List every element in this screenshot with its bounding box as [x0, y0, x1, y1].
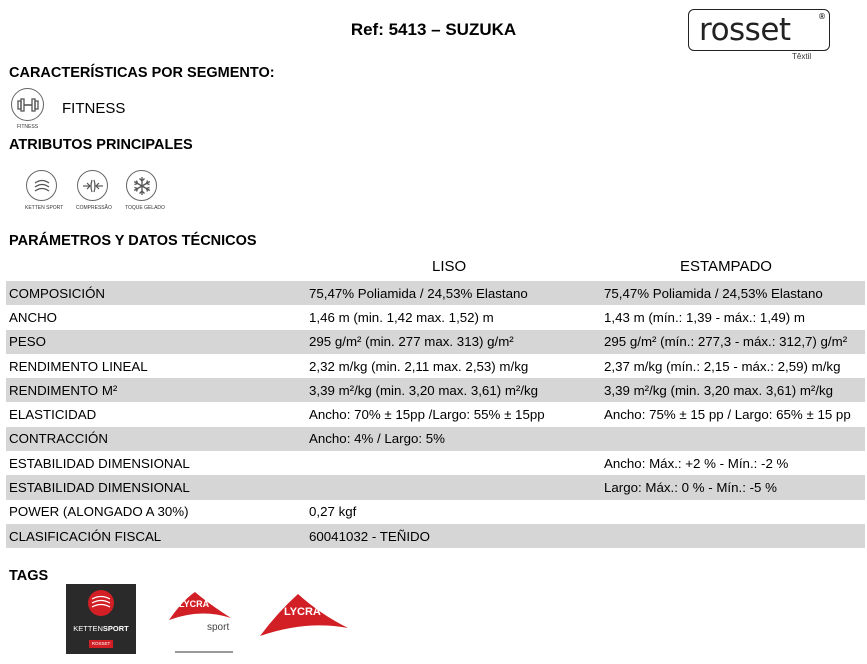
lycra-brand: LYCRA: [284, 606, 321, 618]
segment-fitness: [11, 88, 44, 130]
param-label: ANCHO: [9, 309, 58, 325]
table-row: [6, 305, 865, 329]
param-liso-value: [305, 451, 600, 475]
param-label: ELASTICIDAD: [9, 407, 97, 423]
param-liso-value: 60041032 - TEÑIDO: [305, 524, 600, 548]
param-liso-value: [305, 475, 600, 499]
attribute-toque-gelado: [125, 170, 165, 211]
attribute-compression: [76, 170, 110, 211]
param-label: PESO: [6, 330, 305, 354]
rosset-logo: [688, 9, 830, 51]
param-liso-value: 295 g/m² (min. 277 max. 313) g/m²: [305, 330, 600, 354]
attribute-caption: COMPRESSÃO: [76, 205, 112, 211]
table-row: [6, 354, 865, 378]
column-header-estampado: ESTAMPADO: [680, 258, 772, 275]
param-label: ESTABILIDAD DIMENSIONAL: [9, 455, 190, 471]
param-liso-value: Ancho: 4% / Largo: 5%: [305, 427, 600, 451]
param-liso-value: 0,27 kgf: [309, 504, 357, 520]
segment-caption: FITNESS: [16, 124, 39, 130]
ketten-sport-icon: [26, 170, 57, 201]
param-estampado-value: [600, 427, 865, 451]
logo-wordmark: rosset: [699, 12, 791, 48]
snowflake-icon: [126, 170, 157, 201]
kettensport-tag: [66, 584, 136, 654]
param-label: CLASIFICACIÓN FISCAL: [6, 524, 305, 548]
param-estampado-value: Ancho: 75% ± 15 pp / Largo: 65% ± 15 pp: [604, 407, 851, 423]
logo-subtitle: Têxtil: [792, 52, 812, 61]
param-estampado-value: 295 g/m² (mín.: 277,3 - máx.: 312,7) g/m²: [600, 330, 865, 354]
kettensport-foot: ROSSET: [89, 640, 113, 648]
param-estampado-value: 75,47% Poliamida / 24,53% Elastano: [600, 281, 865, 305]
param-label: RENDIMENTO M²: [6, 378, 305, 402]
segments-heading: CARACTERÍSTICAS POR SEGMENTO:: [9, 65, 275, 81]
column-header-liso: LISO: [432, 258, 467, 275]
attribute-caption: KETTEN SPORT: [25, 205, 64, 211]
param-liso-value: Ancho: 70% ± 15pp /Largo: 55% ± 15pp: [309, 407, 545, 423]
lycra-sport-brand: LYCRA: [179, 599, 210, 609]
param-estampado-value: Ancho: Máx.: +2 % - Mín.: -2 %: [604, 455, 789, 471]
kettensport-wordmark: KETTENSPORT: [73, 624, 129, 633]
attribute-ketten-sport: [25, 170, 64, 211]
param-label: CONTRACCIÓN: [6, 427, 305, 451]
param-estampado-value: 2,37 m/kg (mín.: 2,15 - máx.: 2,59) m/kg: [604, 358, 841, 374]
dumbbell-icon: [11, 88, 44, 121]
param-label: RENDIMENTO LINEAL: [9, 358, 148, 374]
param-liso-value: 2,32 m/kg (min. 2,11 max. 2,53) m/kg: [309, 358, 529, 374]
table-row: [6, 475, 865, 499]
table-row: [6, 451, 865, 475]
params-heading: PARÁMETROS Y DATOS TÉCNICOS: [9, 233, 257, 249]
params-table: [6, 281, 865, 548]
param-estampado-value: [600, 500, 865, 524]
lycra-sport-sub: sport: [207, 622, 230, 633]
kettensport-emblem-icon: [88, 590, 114, 616]
param-liso-value: 1,46 m (min. 1,42 max. 1,52) m: [309, 309, 494, 325]
logo-registered-mark: ®: [818, 12, 826, 21]
param-label: ESTABILIDAD DIMENSIONAL: [6, 475, 305, 499]
compression-icon: [77, 170, 108, 201]
param-estampado-value: 1,43 m (mín.: 1,39 - máx.: 1,49) m: [604, 309, 805, 325]
table-row: [6, 330, 865, 354]
param-label: POWER (ALONGADO A 30%): [9, 504, 189, 520]
tags-heading: TAGS: [9, 568, 49, 584]
table-row: [6, 427, 865, 451]
param-label: COMPOSICIÓN: [6, 281, 305, 305]
lycra-tag: [258, 590, 350, 638]
table-row: [6, 281, 865, 305]
param-estampado-value: [600, 524, 865, 548]
param-liso-value: 3,39 m²/kg (min. 3,20 max. 3,61) m²/kg: [305, 378, 600, 402]
param-liso-value: 75,47% Poliamida / 24,53% Elastano: [305, 281, 600, 305]
param-estampado-value: 3,39 m²/kg (min. 3,20 max. 3,61) m²/kg: [600, 378, 865, 402]
lycra-sport-tag: [161, 584, 235, 654]
segment-label: FITNESS: [62, 100, 126, 117]
table-row: [6, 500, 865, 524]
page-title: Ref: 5413 – SUZUKA: [350, 20, 517, 39]
table-row: [6, 524, 865, 548]
lycra-sport-triangle-icon: [161, 584, 235, 654]
table-row: [6, 402, 865, 426]
attribute-caption: TOQUE GELADO: [125, 205, 165, 211]
table-row: [6, 378, 865, 402]
param-estampado-value: Largo: Máx.: 0 % - Mín.: -5 %: [600, 475, 865, 499]
attributes-heading: ATRIBUTOS PRINCIPALES: [9, 137, 193, 153]
